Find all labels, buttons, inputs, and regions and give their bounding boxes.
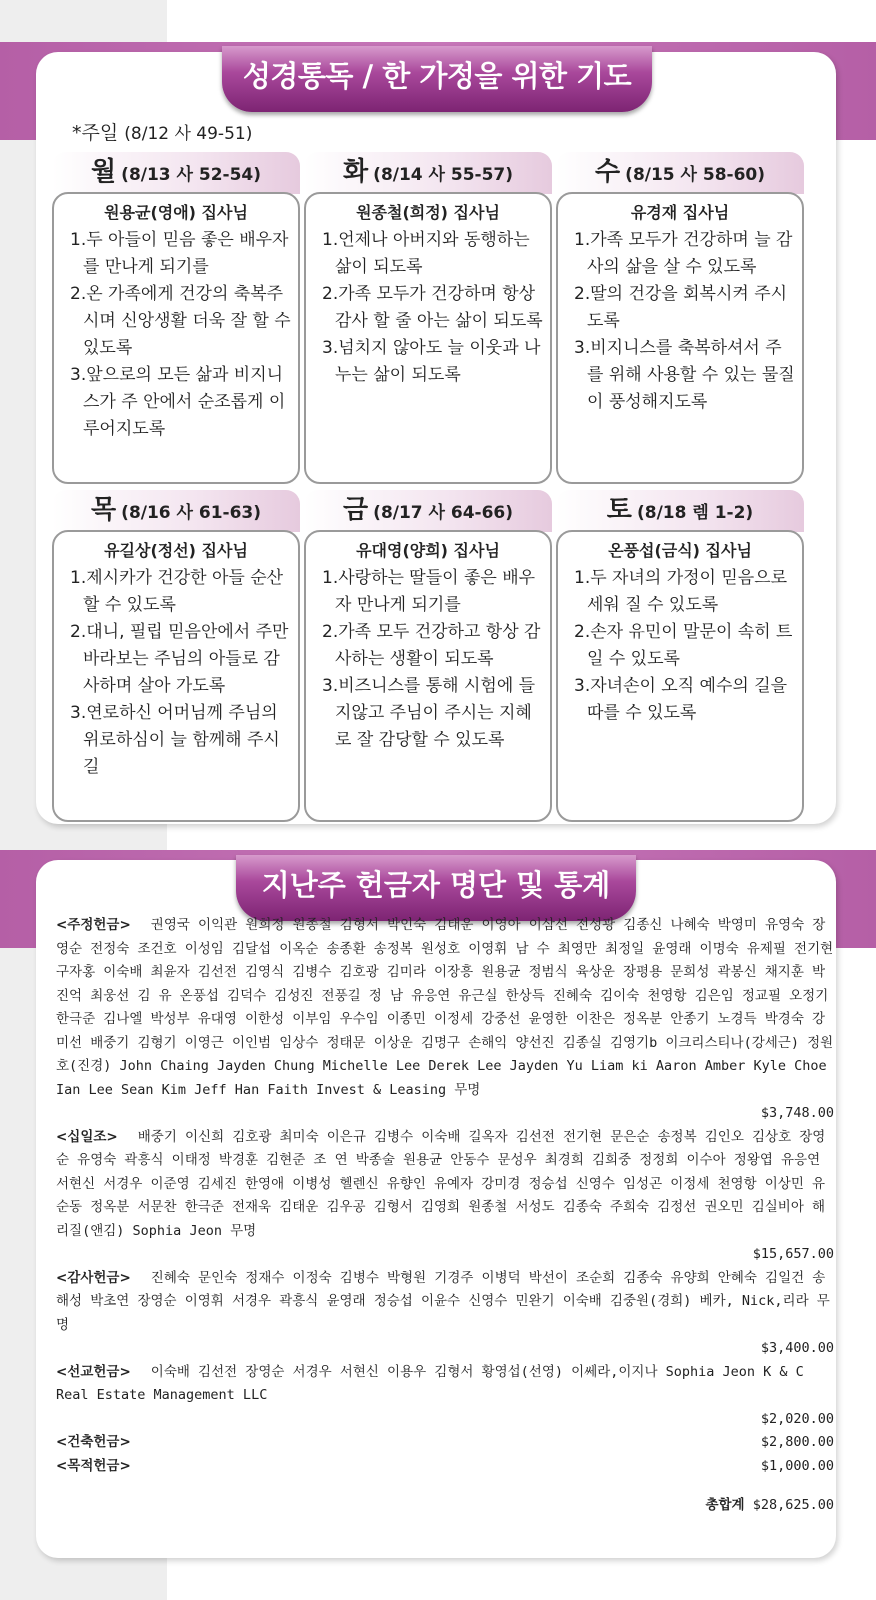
prayer-item: 2.가족 모두 건강하고 항상 감사하는 생활이 되도록 xyxy=(322,622,541,669)
group-label: <주정헌금> xyxy=(56,917,131,933)
day-header xyxy=(304,152,552,194)
day-box xyxy=(52,530,300,822)
day-box xyxy=(304,192,552,484)
total-label: 총합계 xyxy=(705,1497,745,1513)
group-names: 배중기 이신희 김호광 최미숙 이은규 김병수 이숙배 길옥자 김선전 전기현 문은순 송정복 김인오 김상호 장영순 유영숙 곽흥식 이태정 박경훈 김현준 조 연 박종술 원용균 안동수 문성우 최경희 김희중 정정희 이수아 정왕엽 유응연 서현신 서경우 이준영 김세진 한영애 이병성 헬렌신 유향인 유예자 강미경 정승섭 신영수 임성곤 이정세 천영항 이상민 유순동 정옥분 서문찬 한극준 전재욱 김태운 김우공 김형서 김영희 원종철 서성도 김종숙 주희숙 김정선 권오민 김실비아 해리질(앤김) Sophia Jeon 무명 xyxy=(56,1128,826,1239)
sunday-ref: (8/12 사 49-51) xyxy=(124,124,253,144)
group-amount: $15,657.00 xyxy=(752,1246,834,1262)
group-label: <선교헌금> xyxy=(56,1363,131,1380)
group-amount: $2,020.00 xyxy=(760,1410,834,1427)
day-reading: (8/15 사 58-60) xyxy=(625,165,766,185)
prayer-item: 3.앞으로의 모든 삶과 비지니스가 주 안에서 순조롭게 이루어지도록 xyxy=(70,365,286,439)
family-name: 원종철(희정) 집사님 xyxy=(356,203,500,222)
group-mission xyxy=(56,1361,834,1408)
grand-total xyxy=(56,1494,834,1518)
prayer-list xyxy=(558,227,802,416)
group-amount: $3,748.00 xyxy=(760,1105,834,1121)
family-name: 유길상(정선) 집사님 xyxy=(104,541,248,560)
sunday-label: *주일 xyxy=(72,122,119,144)
group-names: 진혜숙 문인숙 정재수 이정숙 김병수 박형원 기경주 이병덕 박선이 조순희 김종숙 유양희 안혜숙 김일건 송해성 박초연 장영순 이영휘 서경우 곽흥식 윤영래 정승섭 이윤수 신영수 민완기 이숙배 김중원(경희) 베카, Nick,리라 무명 xyxy=(56,1269,830,1333)
prayer-list xyxy=(306,565,550,754)
prayer-item: 3.넘치지 않아도 늘 이웃과 나누는 삶이 되도록 xyxy=(322,338,541,385)
group-tenth xyxy=(56,1126,834,1244)
day-name: 목 xyxy=(90,495,117,525)
day-reading: (8/16 사 61-63) xyxy=(121,503,262,523)
prayer-card xyxy=(36,52,836,824)
day-reading: (8/14 사 55-57) xyxy=(373,165,514,185)
group-label: <감사헌금> xyxy=(56,1269,131,1286)
family-name: 유경재 집사님 xyxy=(630,203,730,222)
prayer-item: 1.두 아들이 믿음 좋은 배우자를 만나게 되기를 xyxy=(70,230,289,277)
day-box xyxy=(556,192,804,484)
day-header xyxy=(52,152,300,194)
sunday-reading xyxy=(72,118,252,145)
total-amount: $28,625.00 xyxy=(752,1497,834,1513)
day-header xyxy=(556,490,804,532)
day-header xyxy=(556,152,804,194)
prayer-item: 2.대니, 필립 믿음안에서 주만 바라보는 주님의 아들로 감사하며 살아 가도록 xyxy=(70,622,289,696)
day-name: 화 xyxy=(342,157,369,187)
prayer-list xyxy=(54,227,298,443)
day-box xyxy=(556,530,804,822)
family-name: 온풍섭(금식) 집사님 xyxy=(608,541,752,560)
prayer-item: 2.가족 모두가 건강하며 항상 감사 할 줄 아는 삶이 되도록 xyxy=(322,284,543,331)
donor-title-banner: 지난주 헌금자 명단 및 통계 xyxy=(236,855,636,921)
group-tithe xyxy=(56,914,834,1102)
group-label: <건축헌금> xyxy=(56,1434,131,1450)
day-name: 월 xyxy=(90,157,117,187)
day-reading: (8/18 렘 1-2) xyxy=(637,503,754,523)
day-reading: (8/17 사 64-66) xyxy=(373,503,514,523)
group-names: 권영국 이익관 원희정 원종철 김형서 박인숙 김태운 이영아 이삼선 전성광 김종신 나혜숙 박영미 유영숙 장영순 전정숙 조건호 이성임 김달섭 이옥순 송종환 송정복 원성호 이영휘 남 수 최영만 최정일 윤영래 이명숙 유제필 전기현 구자홍 이숙배 최윤자 김선전 김영식 김병수 김호광 김미라 이장흥 원용균 정범식 육상운 장평용 문희성 곽봉신 채지훈 박진억 최웅선 김 유 온풍섭 김덕수 김성진 전풍길 정 남 유응연 유근실 한상득 진혜숙 김이숙 천영항 김은임 정교필 오정기 한극준 김나엘 박성부 유대영 이한성 이부임 우수임 이종민 이정세 강중선 윤영한 이찬은 정옥분 안종기 노경득 박경숙 강미선 배중기 김형기 이영근 이인범 임상수 정태문 이상운 김명구 손해익 양선진 김종실 김영기b 이크리스티나(강세근) 정원호(진경) John Chaing Jayden Chung Michelle Lee Derek Lee Jayden Yu Liam ki Aaron Amber Kyle Choe Ian Lee Sean Kim Jeff Han Faith Invest & Leasing 무명 xyxy=(56,917,834,1098)
prayer-item: 1.사랑하는 딸들이 좋은 배우자 만나게 되기를 xyxy=(322,568,536,615)
group-amount: $1,000.00 xyxy=(760,1457,834,1474)
group-amount: $3,400.00 xyxy=(760,1340,834,1356)
prayer-item: 3.비지니스를 축복하셔서 주를 위해 사용할 수 있는 물질이 풍성해지도록 xyxy=(574,338,795,412)
family-name: 유대영(양희) 집사님 xyxy=(356,541,500,560)
prayer-item: 3.자녀손이 오직 예수의 길을 따를 수 있도록 xyxy=(574,676,788,723)
prayer-list xyxy=(306,227,550,389)
group-building xyxy=(56,1431,834,1455)
prayer-item: 2.딸의 건강을 회복시켜 주시도록 xyxy=(574,284,788,331)
day-name: 금 xyxy=(342,495,369,525)
prayer-item: 3.연로하신 어머님께 주님의 위로하심이 늘 함께해 주시길 xyxy=(70,703,280,777)
prayer-item: 1.가족 모두가 건강하며 늘 감사의 삶을 살 수 있도록 xyxy=(574,230,793,277)
group-label: <십일조> xyxy=(56,1128,118,1145)
donor-list xyxy=(56,914,834,1518)
day-reading: (8/13 사 52-54) xyxy=(121,165,262,185)
family-name: 원용균(영애) 집사님 xyxy=(104,203,248,222)
prayer-item: 2.온 가족에게 건강의 축복주시며 신앙생활 더욱 잘 할 수 있도록 xyxy=(70,284,291,358)
day-name: 토 xyxy=(606,495,632,525)
group-names: 이숙배 김선전 장영순 서경우 서현신 이용우 김형서 황영섭(선영) 이쎄라,이지나 Sophia Jeon K & C Real Estate Management LLC xyxy=(56,1363,804,1403)
day-box xyxy=(304,530,552,822)
prayer-item: 1.언제나 아버지와 동행하는 삶이 되도록 xyxy=(322,230,530,277)
prayer-item: 2.손자 유민이 말문이 속히 트일 수 있도록 xyxy=(574,622,793,669)
group-amount: $2,800.00 xyxy=(760,1434,834,1450)
day-header xyxy=(52,490,300,532)
day-name: 수 xyxy=(594,157,621,187)
prayer-list xyxy=(54,565,298,781)
day-header xyxy=(304,490,552,532)
group-purpose xyxy=(56,1455,834,1479)
prayer-item: 1.제시카가 건강한 아들 순산할 수 있도록 xyxy=(70,568,284,615)
prayer-item: 3.비즈니스를 통해 시험에 들지않고 주님이 주시는 지혜로 잘 감당할 수 있도록 xyxy=(322,676,536,750)
group-thanks xyxy=(56,1267,834,1338)
prayer-list xyxy=(558,565,802,727)
prayer-item: 1.두 자녀의 가정이 믿음으로 세워 질 수 있도록 xyxy=(574,568,788,615)
day-box xyxy=(52,192,300,484)
prayer-title-banner: 성경통독 / 한 가정을 위한 기도 xyxy=(222,46,652,112)
group-label: <목적헌금> xyxy=(56,1457,131,1474)
